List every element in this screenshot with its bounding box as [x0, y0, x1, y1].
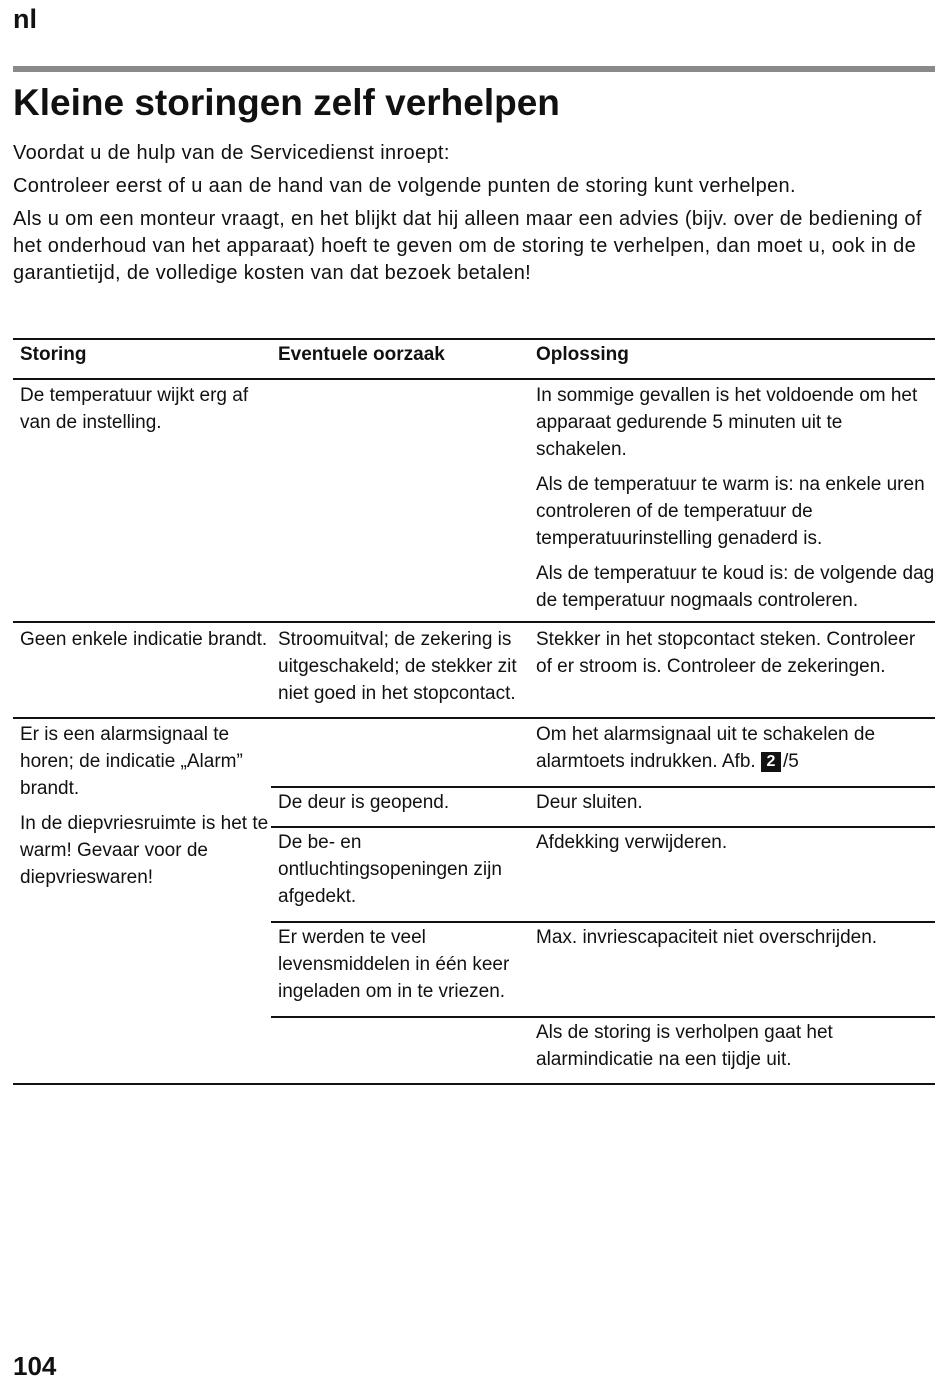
table-rule	[13, 378, 935, 380]
column-header-oorzaak: Eventuele oorzaak	[278, 344, 445, 365]
intro-paragraph: Voordat u de hulp van de Servicedienst inroept:	[13, 142, 450, 164]
row1-oplossing	[536, 382, 936, 622]
row3-sub2-oplossing: Deur sluiten.	[536, 792, 643, 813]
language-code: nl	[13, 4, 37, 34]
row3-sub4-oorzaak: Er werden te veel levensmiddelen in één keer ingeladen om in te vriezen.	[278, 927, 510, 1002]
row3-sub1-oplossing	[536, 721, 936, 775]
column-header-storing: Storing	[20, 344, 87, 365]
page-title: Kleine storingen zelf verhelpen	[13, 82, 560, 123]
row3-sub3-oplossing: Afdekking verwijderen.	[536, 832, 728, 853]
table-subrule	[271, 921, 935, 923]
row3-sub3-oorzaak: De be- en ontluchtingsopeningen zijn afgedekt.	[278, 832, 502, 907]
table-subrule	[271, 786, 935, 788]
table-rule	[13, 621, 935, 623]
row3-sub5-oplossing: Als de storing is verholpen gaat het alarmindicatie na een tijdje uit.	[536, 1022, 833, 1070]
problem-paragraph: Er is een alarmsignaal te horen; de indicatie „Alarm” brandt.	[20, 724, 243, 799]
row2-oorzaak: Stroomuitval; de zekering is uitgeschakeld; de stekker zit niet goed in het stopcontact.	[278, 629, 517, 704]
row2-oplossing: Stekker in het stopcontact steken. Controleer of er stroom is. Controleer de zekeringen.	[536, 629, 916, 677]
row2-storing: Geen enkele indicatie brandt.	[20, 629, 268, 650]
row3-storing	[20, 721, 272, 899]
table-rule-top	[13, 338, 935, 340]
table-subrule	[271, 1016, 935, 1018]
figure-suffix: /5	[782, 751, 799, 772]
table-rule-bottom	[13, 1083, 935, 1085]
solution-paragraph: In sommige gevallen is het voldoende om het apparaat gedurende 5 minuten uit te schakelen.	[536, 385, 918, 460]
row1-storing: De temperatuur wijkt erg af van de instelling.	[20, 385, 249, 433]
table-subrule	[271, 826, 935, 828]
intro-paragraph: Als u om een monteur vraagt, en het blijkt dat hij alleen maar een advies (bijv. over de bediening of het onderhoud van het apparaat) hoeft te geven om de storing te verhelpen, dan moet u, ook in de garantietijd, de volledige kosten van dat bezoek betalen!	[13, 208, 922, 284]
column-header-oplossing: Oplossing	[536, 344, 629, 365]
intro-text	[13, 140, 938, 293]
row3-sub4-oplossing: Max. invriescapaciteit niet overschrijden.	[536, 927, 878, 948]
intro-paragraph: Controleer eerst of u aan de hand van de volgende punten de storing kunt verhelpen.	[13, 175, 796, 197]
table-rule	[13, 717, 935, 719]
solution-paragraph: Als de temperatuur te koud is: de volgende dag de temperatuur nogmaals controleren.	[536, 563, 935, 611]
solution-text: Om het alarmsignaal uit te schakelen de alarmtoets indrukken. Afb.	[536, 724, 876, 772]
figure-number-badge: 2	[761, 752, 781, 772]
header-rule	[13, 66, 935, 72]
row3-sub2-oorzaak: De deur is geopend.	[278, 792, 450, 813]
solution-paragraph: Als de temperatuur te warm is: na enkele uren controleren of de temperatuur de temperatuurinstelling genaderd is.	[536, 474, 925, 549]
problem-paragraph: In de diepvriesruimte is het te warm! Gevaar voor de diepvrieswaren!	[20, 813, 269, 888]
page-number: 104	[13, 1351, 57, 1381]
